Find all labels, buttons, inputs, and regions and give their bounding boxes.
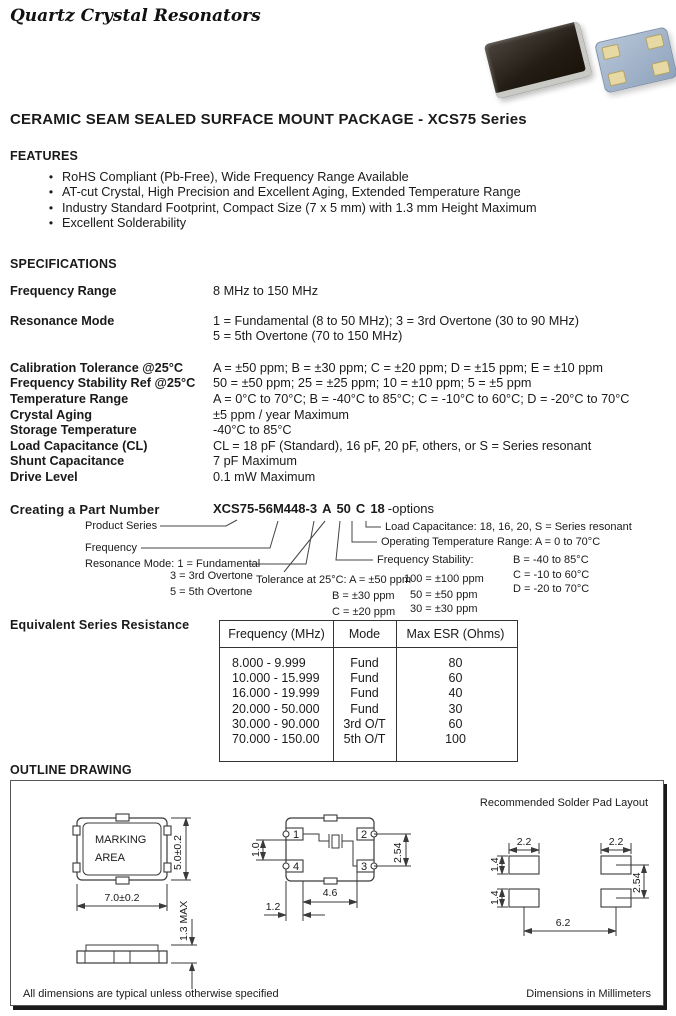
feature-item [40, 201, 650, 216]
bullet-icon: • [48, 170, 54, 184]
spec-value-line: 1 = Fundamental (8 to 50 MHz); 3 = 3rd Overtone (30 to 90 MHz) [213, 313, 579, 328]
dim-pad-pitch-vertical-layout: 2.54 [631, 872, 643, 893]
esr-col-frequency: Frequency (MHz) [228, 627, 325, 641]
main-heading: CERAMIC SEAM SEALED SURFACE MOUNT PACKAGE - XCS75 Series [10, 111, 527, 128]
spec-value: 50 = ±50 ppm; 25 = ±25 ppm; 10 = ±10 ppm; 5 = ±5 ppm [213, 376, 532, 391]
esr-cell: 40 [448, 686, 463, 701]
esr-cell: 70.000 - 150.00 [232, 732, 320, 747]
table-divider [396, 621, 397, 761]
specifications-table [10, 284, 670, 486]
pn-label-product-series: Product Series [85, 520, 158, 532]
pn-label-resonance-3: 3 = 3rd Overtone [170, 570, 253, 582]
features-heading: FEATURES [10, 149, 79, 163]
spec-label: Frequency Stability Ref @25°C [10, 376, 196, 391]
esr-table-body [220, 648, 517, 761]
spec-value [213, 314, 670, 345]
feature-item [40, 185, 650, 200]
dim-pad-width: 2.2 [516, 836, 532, 848]
spec-value-line: 5 = 5th Overtone (70 to 150 MHz) [213, 329, 403, 344]
spec-row [10, 470, 670, 486]
page-title: Quartz Crystal Resonators [10, 6, 261, 26]
dim-pad-pitch-vertical: 2.54 [392, 842, 404, 863]
bullet-icon: • [48, 216, 54, 231]
esr-table [219, 620, 518, 762]
pn-segment-tolerance: A [322, 501, 332, 516]
pn-segment-stability: 50 [336, 501, 351, 516]
bullet-icon: • [48, 185, 54, 200]
pad-number-3: 3 [360, 861, 368, 873]
esr-cell: 30.000 - 90.000 [232, 716, 320, 731]
spec-value: -40°C to 85°C [213, 423, 292, 438]
part-number-section [0, 498, 676, 620]
pad-number-1: 1 [292, 829, 300, 841]
spec-row [10, 423, 670, 439]
feature-item [40, 170, 650, 185]
pad-number-4: 4 [292, 861, 300, 873]
esr-section [0, 615, 676, 761]
spec-row [10, 392, 670, 408]
pn-label-stability-30: 30 = ±30 ppm [410, 603, 478, 615]
esr-cell: 8.000 - 9.999 [232, 656, 306, 670]
product-photo-bottom-view [594, 26, 676, 93]
feature-item [40, 216, 650, 231]
dim-pad-gap: 1.0 [250, 842, 262, 857]
feature-text: AT-cut Crystal, High Precision and Excellent Aging, Extended Temperature Range [62, 185, 521, 200]
pn-label-tolerance-c: C = ±20 ppm [332, 606, 396, 618]
outline-drawing-box [10, 780, 664, 1006]
spec-row [10, 361, 670, 377]
pn-label-frequency-stability: Frequency Stability: [377, 554, 474, 566]
dim-pad-offset: 1.2 [265, 901, 281, 913]
pn-segment-series: XCS75-56M448-3 [213, 501, 318, 516]
esr-cell: 16.000 - 19.999 [232, 686, 320, 701]
specifications-heading: SPECIFICATIONS [10, 257, 117, 271]
esr-cell: 20.000 - 50.000 [232, 701, 320, 716]
spec-row [10, 376, 670, 392]
chip-pad [607, 70, 626, 86]
spec-value: 8 MHz to 150 MHz [213, 284, 319, 298]
esr-cell: 10.000 - 15.999 [232, 671, 320, 686]
spec-label: Calibration Tolerance @25°C [10, 360, 184, 375]
esr-cell: 80 [448, 656, 463, 670]
spec-label: Resonance Mode [10, 313, 115, 328]
dim-body-width: 7.0±0.2 [104, 892, 140, 904]
pn-label-op-temp-b: B = -40 to 85°C [513, 554, 589, 566]
chip-pad [651, 60, 670, 76]
outline-footer-note: All dimensions are typical unless otherwise specified [23, 988, 279, 1000]
product-photo-top-view [484, 21, 593, 99]
spec-row [10, 439, 670, 455]
spec-value: A = 0°C to 70°C; B = -40°C to 85°C; C = -10°C to 60°C; D = -20°C to 70°C [213, 391, 630, 406]
pn-options-suffix: -options [387, 501, 435, 516]
marking-area-label: MARKING [95, 834, 147, 846]
dim-height-max: 1.3 MAX [178, 900, 190, 941]
esr-cell: Fund [350, 656, 379, 670]
dim-pad-span: 4.6 [322, 887, 338, 899]
chip-pad [645, 34, 664, 50]
dim-pad-width: 2.2 [608, 836, 624, 848]
pn-label-stability-50: 50 = ±50 ppm [410, 589, 478, 601]
feature-text: RoHS Compliant (Pb-Free), Wide Frequency Range Available [62, 170, 409, 184]
pn-label-tolerance-b: B = ±30 ppm [332, 590, 395, 602]
dim-body-height: 5.0±0.2 [172, 835, 184, 870]
esr-cell: 60 [448, 671, 463, 686]
spec-value: A = ±50 ppm; B = ±30 ppm; C = ±20 ppm; D = ±15 ppm; E = ±10 ppm [213, 360, 603, 375]
esr-cell: 100 [445, 732, 466, 747]
pad-number-2: 2 [360, 829, 368, 841]
spec-label: Temperature Range [10, 391, 129, 406]
table-divider [333, 621, 334, 761]
spec-label: Shunt Capacitance [10, 454, 125, 469]
esr-cell: 60 [448, 716, 463, 731]
esr-heading: Equivalent Series Resistance [10, 618, 190, 632]
dim-pad-pitch-horizontal: 6.2 [555, 917, 571, 929]
pn-label-load-capacitance: Load Capacitance: 18, 16, 20, S = Series resonant [385, 521, 632, 533]
dim-pad-height: 1.4 [489, 857, 501, 872]
esr-cell: Fund [350, 686, 379, 701]
pn-label-stability-100: 100 = ±100 ppm [404, 573, 484, 585]
esr-cell: Fund [350, 671, 379, 686]
spec-value: ±5 ppm / year Maximum [213, 407, 349, 422]
part-number-example [213, 501, 434, 516]
pn-segment-loadcap: 18 [370, 501, 385, 516]
pn-label-op-temp-d: D = -20 to 70°C [513, 583, 590, 595]
esr-col-maxesr: Max ESR (Ohms) [406, 627, 505, 641]
chip-pad [601, 44, 620, 60]
spec-value: 0.1 mW Maximum [213, 469, 316, 484]
esr-cell: Fund [350, 701, 379, 716]
dim-pad-height: 1.4 [489, 890, 501, 905]
part-number-heading: Creating a Part Number [10, 502, 160, 517]
pn-label-resonance: Resonance Mode: 1 = Fundamental [85, 558, 261, 570]
pn-label-resonance-5: 5 = 5th Overtone [170, 586, 253, 598]
spec-label: Storage Temperature [10, 423, 137, 438]
bullet-icon: • [48, 200, 54, 215]
spec-label: Crystal Aging [10, 407, 93, 422]
spec-row [10, 408, 670, 424]
spec-label: Frequency Range [10, 284, 117, 298]
spec-row [10, 284, 670, 300]
marking-area-label: AREA [95, 852, 125, 864]
outline-drawing [11, 781, 661, 1003]
esr-cell: 5th O/T [343, 732, 386, 747]
pn-label-frequency: Frequency [85, 542, 137, 554]
spec-label: Drive Level [10, 469, 78, 484]
pn-label-operating-temp: Operating Temperature Range: A = 0 to 70°C [381, 536, 601, 548]
features-list [40, 170, 650, 232]
esr-col-mode: Mode [348, 627, 381, 641]
pn-label-op-temp-c: C = -10 to 60°C [513, 569, 590, 581]
spec-row [10, 454, 670, 470]
esr-cell: 3rd O/T [343, 716, 386, 731]
spec-label: Load Capacitance (CL) [10, 438, 148, 453]
solder-pad-layout-title: Recommended Solder Pad Layout [479, 797, 649, 809]
spec-value: CL = 18 pF (Standard), 16 pF, 20 pF, others, or S = Series resonant [213, 438, 592, 453]
outline-units-note: Dimensions in Millimeters [526, 988, 651, 1000]
feature-text: Industry Standard Footprint, Compact Size (7 x 5 mm) with 1.3 mm Height Maximum [62, 200, 537, 215]
pn-segment-temp: C [355, 501, 366, 516]
spec-value: 7 pF Maximum [213, 454, 297, 469]
pn-label-tolerance: Tolerance at 25°C: A = ±50 ppm [256, 574, 412, 586]
esr-cell: 30 [448, 701, 463, 716]
outline-heading: OUTLINE DRAWING [10, 763, 132, 777]
feature-text: Excellent Solderability [62, 216, 187, 231]
esr-table-header [220, 621, 517, 648]
spec-row [10, 314, 670, 345]
